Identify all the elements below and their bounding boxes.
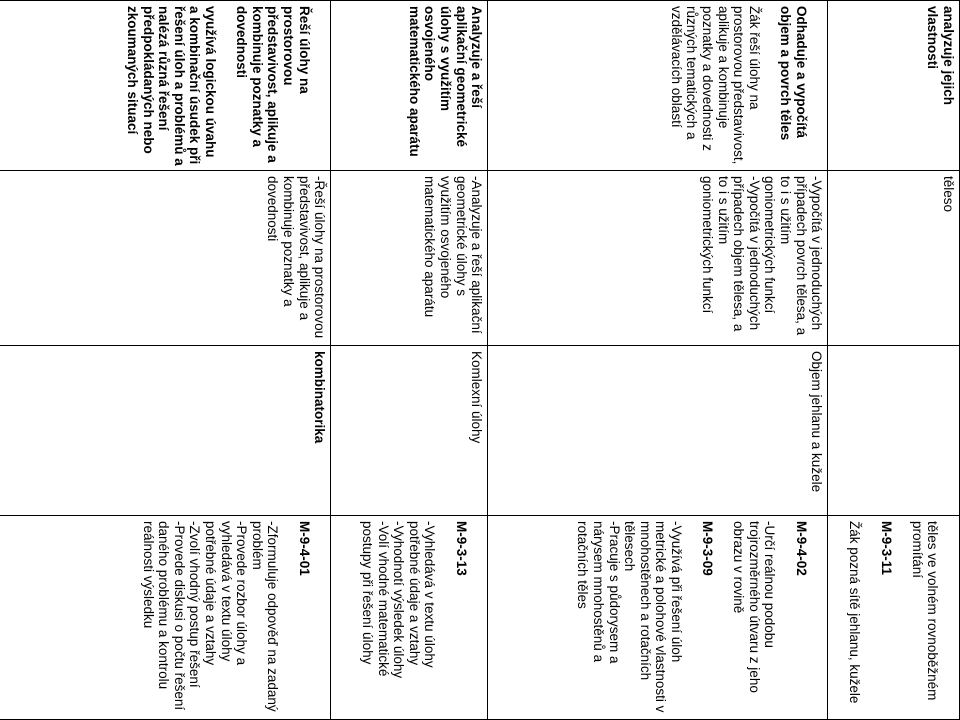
standard-cell <box>331 516 488 720</box>
topic-cell <box>828 346 960 516</box>
table-row <box>331 1 488 720</box>
standard-text: -Určí reálnou podobu trojrozměrného útvaru z jeho obrazu v rovině <box>731 521 778 693</box>
standard-text: -Vyhledává v textu úlohy potřebné údaje a vztahy -Vyhodnotí výsledek úlohy -Volí vhodné matematické postupy při řešení úlohy <box>360 521 438 679</box>
outcome-heading: Odhaduje a vypočítá objem a povrch těles <box>778 6 809 141</box>
outcome-cell <box>0 1 331 171</box>
standard-code: M-9-4-02 <box>793 521 809 576</box>
outcome-text: Řeší úlohy na prostorovou představivost, aplikuje a kombinuje poznatky a dovednosti <box>234 6 312 163</box>
subject-cell: těleso <box>828 171 960 346</box>
standard-text: -Využívá při řešení úloh metrické a polohové vlastnosti v mnohostěnech a rotačních tělesech -Pracuje s půdorysem a nárysem mnohostěnů a rotačních těles <box>575 521 684 713</box>
table-row <box>828 1 960 720</box>
standard-code: M-9-3-11 <box>878 521 894 576</box>
topic-cell: Komlexní úlohy <box>331 346 488 516</box>
standard-cell <box>0 516 331 720</box>
table-row <box>488 1 828 720</box>
standard-text: Žák pozná sítě jehlanu, kužele <box>847 521 863 704</box>
outcome-cell: Analyzuje a řeší aplikační geometrické úlohy s využitím osvojeného matematického aparátu <box>331 1 488 171</box>
subject-cell: -Vypočítá v jednoduchých případech povrch tělesa, a to i s užitím goniometrických funkcí -Vypočítá v jednoduchých případech objem tělesa, a to i s užitím goniometrických funkcí <box>488 171 828 346</box>
standard-cell <box>488 516 828 720</box>
subject-cell: -Analyzuje a řeší aplikační geometrické úlohy s využitím osvojeného matematického aparátu <box>331 171 488 346</box>
standard-code: M-9-3-09 <box>700 521 716 576</box>
standard-code: M-9-3-13 <box>453 521 469 576</box>
outcome-cell: analyzuje jejich vlastnosti <box>828 1 960 171</box>
standard-cell <box>828 516 960 720</box>
topic-cell: Objem jehlanu a kužele <box>488 346 828 516</box>
subject-cell: -Řeší úlohy na prostorovou představivost, aplikuje a kombinuje poznatky a dovednosti <box>0 171 331 346</box>
table-row <box>0 1 331 720</box>
outcome-text: využívá logickou úvahu a kombinační úsudek při řešení úloh a problémů a nalézá různá řešení předpokládaných nebo zkoumaných situací <box>125 6 219 166</box>
standard-text: -Zformuluje odpověď na zadaný problém -Provede rozbor úlohy a vyhledává v textu úlohy potřebné údaje a vztahy -Zvolí vhodný postup řešení -Provede diskusi o počtu řešení daného problému a kontrolu reálnosti výsledku <box>140 521 281 712</box>
standard-text: těles ve volném rovnoběžném promítání <box>909 521 941 701</box>
outcome-text: Žák řeší úlohy na prostorovou představivost, aplikuje a kombinuje poznatky a dovednosti z různých tematických a vzdělávacích oblastí <box>668 6 762 165</box>
standard-code: M-9-4-01 <box>296 521 312 576</box>
outcome-cell <box>488 1 828 171</box>
topic-cell: kombinatorika <box>0 346 331 516</box>
